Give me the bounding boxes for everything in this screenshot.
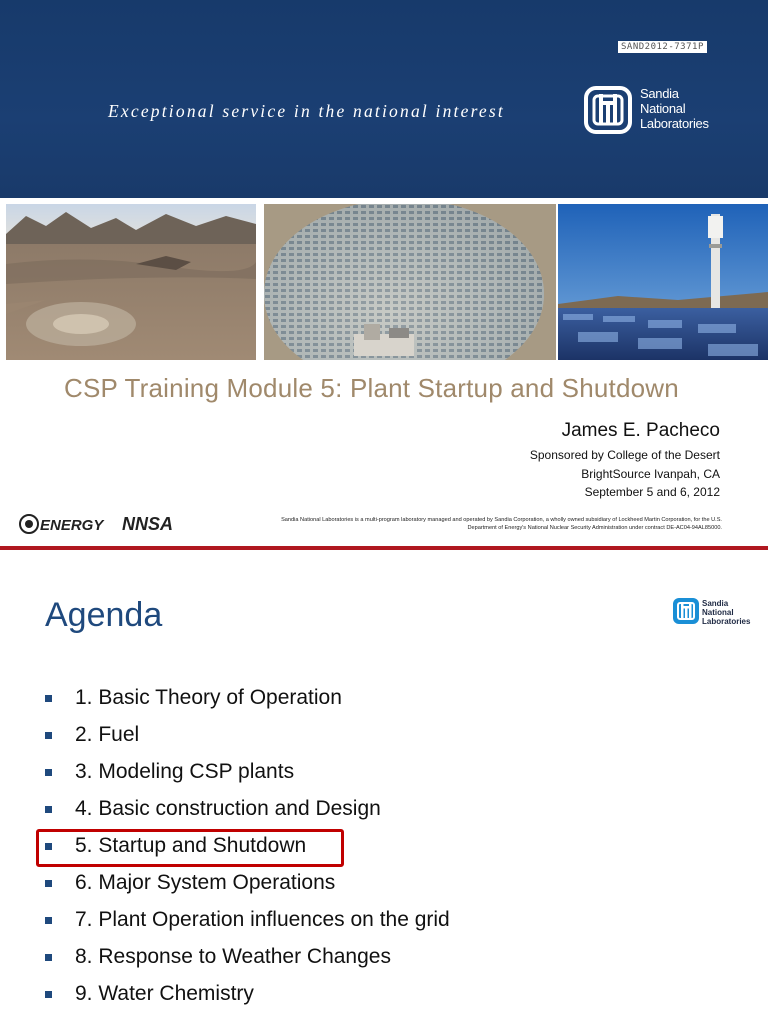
agenda-item-text: 1. Basic Theory of Operation — [75, 686, 342, 709]
agenda-item — [44, 760, 450, 797]
date-line: September 5 and 6, 2012 — [584, 485, 720, 499]
nnsa-logo-icon — [120, 513, 200, 535]
agenda-item — [44, 982, 450, 1019]
agenda-item-text: 5. Startup and Shutdown — [75, 834, 307, 857]
author-name: James E. Pacheco — [561, 420, 720, 441]
agenda-item-text: 3. Modeling CSP plants — [75, 760, 295, 783]
tagline: Exceptional service in the national interest — [108, 101, 505, 121]
agenda-item — [44, 723, 450, 760]
logo-line-2: National — [640, 101, 686, 116]
agenda-item — [44, 908, 450, 945]
sponsor-line: Sponsored by College of the Desert — [529, 448, 720, 462]
agenda-item — [44, 945, 450, 982]
legal-fineprint: Sandia National Laboratories is a multi-program laboratory managed and operated by Sandia Corporation, a wholly owned subsidiary of Lockheed Martin Corporation, for the U.S. Department of Energy's National Nuclear Security Administration under contract DE-AC04-94AL85000. — [281, 517, 722, 531]
logo-line-3: Laboratories — [640, 116, 709, 131]
heliostat-field-photo — [264, 204, 556, 360]
agenda-item — [44, 686, 450, 723]
agenda-item-text: 8. Response to Weather Changes — [75, 945, 391, 968]
solar-tower-photo — [558, 204, 768, 360]
agenda-item — [44, 797, 450, 834]
agenda-item-text: 6. Major System Operations — [75, 871, 336, 894]
sandia-logo-text — [640, 86, 709, 131]
agenda-item-highlighted — [44, 834, 450, 871]
sponsor-info — [530, 446, 720, 502]
bullet-icon — [45, 991, 52, 998]
bullet-icon — [45, 806, 52, 813]
agenda-item-text: 7. Plant Operation influences on the grid — [75, 908, 450, 931]
agenda-item — [44, 871, 450, 908]
bullet-icon — [45, 880, 52, 887]
logo-line-1: Sandia — [640, 86, 679, 101]
bullet-icon — [45, 695, 52, 702]
header-banner — [0, 0, 768, 198]
desert-aerial-photo — [6, 204, 256, 360]
bullet-icon — [45, 732, 52, 739]
location-line: BrightSource Ivanpah, CA — [581, 466, 720, 481]
agenda-item-text: 9. Water Chemistry — [75, 982, 254, 1005]
agenda-item-text: 2. Fuel — [75, 723, 140, 746]
sandia-small-logo-icon — [672, 596, 752, 626]
doe-logo-text: ENERGY — [40, 517, 104, 534]
nnsa-logo-text: NNSA — [122, 514, 174, 534]
doe-logo-icon — [18, 513, 108, 535]
agenda-list — [44, 686, 450, 1019]
presentation-title: CSP Training Module 5: Plant Startup and Shutdown — [64, 373, 679, 403]
bullet-icon — [45, 769, 52, 776]
slide-divider — [0, 546, 768, 550]
small-logo-line-1: Sandia — [702, 599, 729, 608]
small-logo-line-3: Laboratories — [702, 617, 751, 626]
bullet-icon — [45, 917, 52, 924]
agenda-item-text: 4. Basic construction and Design — [75, 797, 381, 820]
agenda-title: Agenda — [45, 596, 163, 634]
agenda-slide — [0, 556, 768, 1024]
bullet-icon — [45, 954, 52, 961]
document-code: SAND2012-7371P — [618, 41, 707, 53]
small-logo-line-2: National — [702, 608, 734, 617]
bullet-icon — [45, 843, 52, 850]
